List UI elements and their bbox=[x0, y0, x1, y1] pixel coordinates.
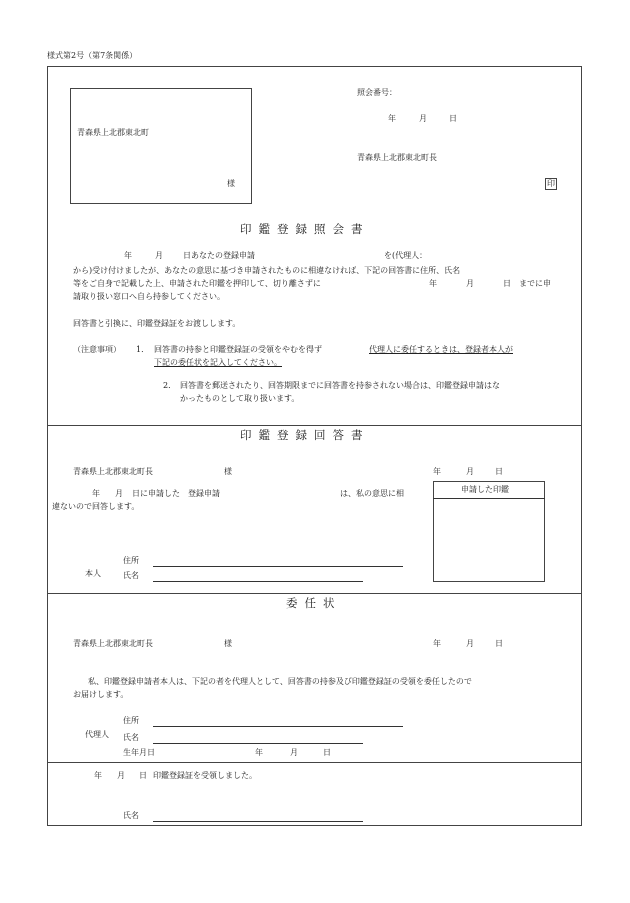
date-day: 日 bbox=[449, 114, 457, 123]
deadline-year: 年 bbox=[429, 279, 437, 288]
agent-address-input[interactable] bbox=[153, 726, 403, 727]
receipt-month: 月 bbox=[117, 771, 125, 780]
proxy-honorific: 様 bbox=[224, 639, 232, 648]
proxy-date-day: 日 bbox=[495, 639, 503, 648]
note-2-number: 2． bbox=[163, 381, 177, 390]
seal-mark: 印 bbox=[547, 179, 555, 188]
note-2-text: 回答書を郵送されたり、回答期限までに回答書を持参されない場合は、印鑑登録申請はな bbox=[180, 381, 500, 390]
form-label: 様式第2号（第7条関係） bbox=[47, 51, 138, 60]
receipt-day: 日 bbox=[139, 771, 147, 780]
proxy-text: 私、印鑑登録申請者本人は、下記の者を代理人として、回答書の持参及び印鑑登録証の受領を委任したので bbox=[88, 677, 472, 686]
proxy-text: お届けします。 bbox=[73, 690, 129, 699]
answer-date-year: 年 bbox=[433, 467, 441, 476]
dob-label: 生年月日 bbox=[123, 748, 155, 757]
answer-text: 年 bbox=[92, 489, 100, 498]
receipt-year: 年 bbox=[94, 771, 102, 780]
section-divider bbox=[47, 593, 582, 594]
note-2-text: かったものとして取り扱います。 bbox=[180, 394, 300, 403]
address-town: 青森県上北郡東北町 bbox=[77, 128, 149, 137]
section-divider bbox=[47, 762, 582, 763]
answer-addressee: 青森県上北郡東北町長 bbox=[73, 467, 153, 476]
person-label: 本人 bbox=[85, 569, 101, 578]
answer-text: 日に申請した 登録申請 bbox=[132, 489, 220, 498]
answer-date-month: 月 bbox=[466, 467, 474, 476]
address-label: 住所 bbox=[123, 556, 139, 565]
receipt-name-input[interactable] bbox=[153, 821, 363, 822]
reference-number-label: 照会番号： bbox=[357, 88, 397, 97]
agent-label: 代理人 bbox=[85, 730, 109, 739]
receipt-name-label: 氏名 bbox=[123, 811, 139, 820]
sender-name: 青森県上北郡東北町長 bbox=[357, 153, 437, 162]
answer-text: 違ないので回答します。 bbox=[52, 502, 140, 511]
body-text: 回答書と引換に、印鑑登録証をお渡しします。 bbox=[73, 319, 241, 328]
deadline-day: 日 までに申 bbox=[503, 279, 551, 288]
date-year: 年 bbox=[388, 114, 396, 123]
answer-text: 月 bbox=[115, 489, 123, 498]
body-text: 等をご自身で記載した上、申請された印鑑を押印して、切り離さずに bbox=[73, 279, 321, 288]
body-text: を(代理人： bbox=[384, 251, 428, 260]
answer-date-day: 日 bbox=[495, 467, 503, 476]
deadline-month: 月 bbox=[466, 279, 474, 288]
body-text: 請取り扱い窓口へ自ら持参してください。 bbox=[73, 292, 225, 301]
proxy-date-year: 年 bbox=[433, 639, 441, 648]
receipt-text: 印鑑登録証を受領しました。 bbox=[153, 771, 257, 780]
address-honorific: 様 bbox=[227, 179, 235, 188]
name-label: 氏名 bbox=[123, 571, 139, 580]
note-1-text-underlined: 下記の委任状を記入してください。 bbox=[154, 358, 282, 367]
note-1-text: 回答書の持参と印鑑登録証の受領をやむを得ず bbox=[154, 345, 322, 354]
proxy-date-month: 月 bbox=[466, 639, 474, 648]
seal-box-label: 申請した印鑑 bbox=[461, 485, 509, 494]
section-divider bbox=[47, 425, 582, 426]
body-month: 月 bbox=[155, 251, 163, 260]
body-text: から)受け付けましたが、あなたの意思に基づき申請されたものに相違なければ、下記の回答書に住所、氏名 bbox=[73, 266, 461, 275]
date-month: 月 bbox=[419, 114, 427, 123]
dob-month: 月 bbox=[290, 748, 298, 757]
answer-honorific: 様 bbox=[224, 467, 232, 476]
notes-label: （注意事項） bbox=[73, 345, 121, 354]
answer-text: は、私の意思に相 bbox=[340, 489, 404, 498]
seal-box-divider bbox=[433, 498, 545, 499]
agent-name-input[interactable] bbox=[153, 743, 363, 744]
address-box bbox=[70, 88, 252, 204]
note-1-number: 1． bbox=[136, 345, 150, 354]
address-input[interactable] bbox=[153, 566, 403, 567]
proxy-title: 委任状 bbox=[286, 596, 342, 610]
agent-address-label: 住所 bbox=[123, 716, 139, 725]
dob-day: 日 bbox=[323, 748, 331, 757]
note-1-text-underlined: 代理人に委任するときは、登録者本人が bbox=[369, 345, 513, 354]
name-input[interactable] bbox=[153, 581, 363, 582]
body-year: 年 bbox=[124, 251, 132, 260]
proxy-addressee: 青森県上北郡東北町長 bbox=[73, 639, 153, 648]
seal-box[interactable] bbox=[433, 481, 545, 582]
body-text: 日あなたの登録申請 bbox=[183, 251, 255, 260]
inquiry-title: 印鑑登録照会書 bbox=[240, 222, 370, 236]
dob-year: 年 bbox=[255, 748, 263, 757]
agent-name-label: 氏名 bbox=[123, 733, 139, 742]
answer-title: 印鑑登録回答書 bbox=[240, 428, 370, 442]
